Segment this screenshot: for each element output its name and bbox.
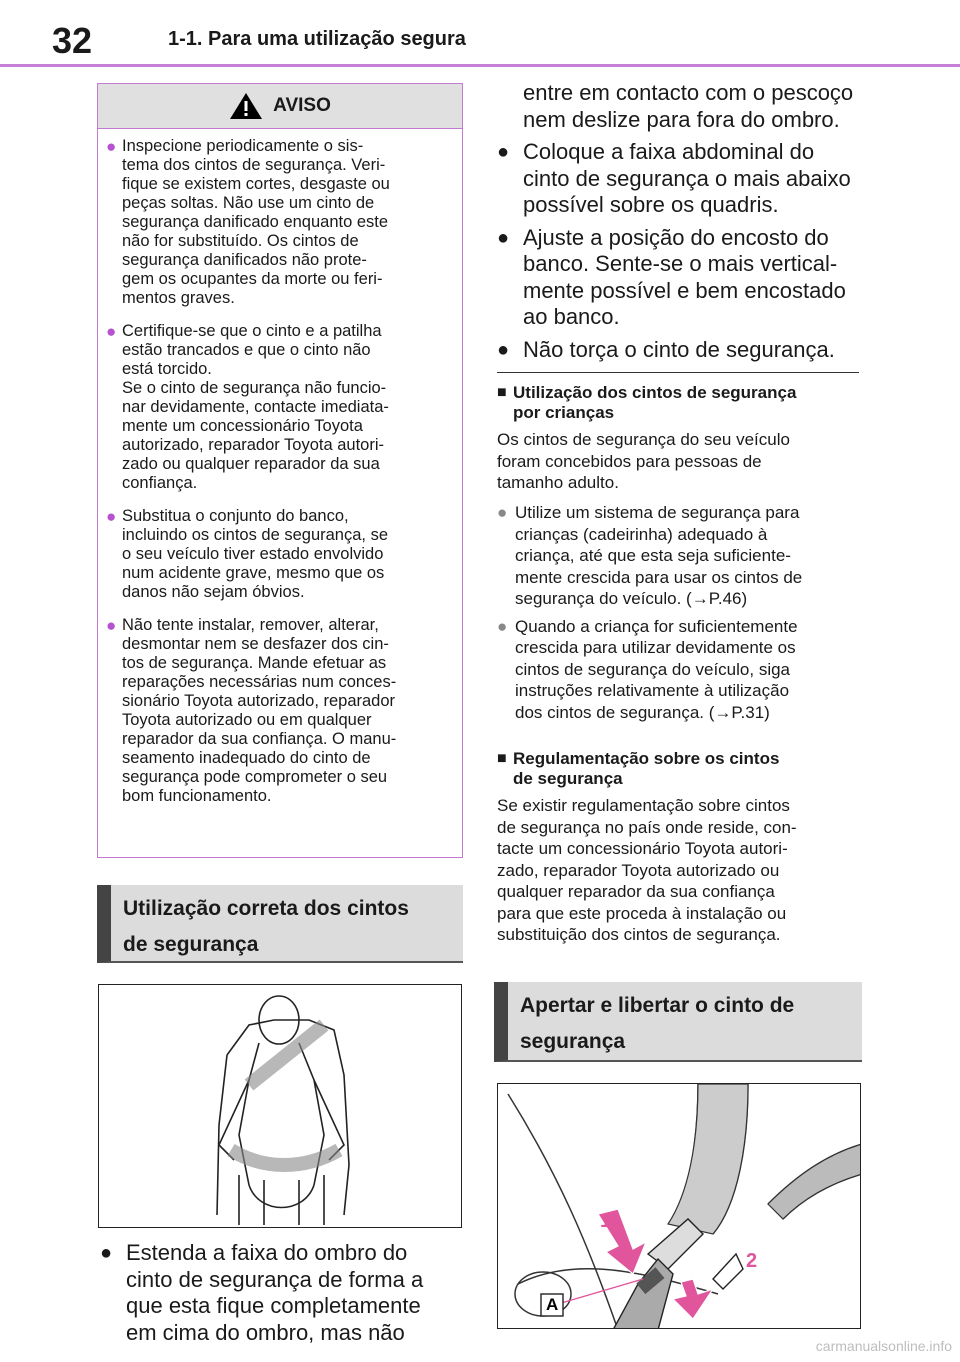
regulation-text: Se existir regulamentação sobre cintos de segurança no país onde reside, con- tacte um concessionário Toyota autori- zado, reparador Toyota autorizado ou qualquer reparador da sua confiança para que este proceda à instalação ou substituição dos cintos de segurança.: [497, 796, 797, 944]
callout-label-1: 1: [600, 1210, 612, 1232]
heading-correct-use-text: Utilização correta dos cintos de segurança: [123, 897, 409, 956]
list-item: ● Utilize um sistema de segurança para crianças (cadeirinha) adequado à criança, até que esta seja suficiente- mente crescida para usar os cintos de segurança do veículo. (→P.46): [497, 503, 803, 608]
bullet-dot-icon: ●: [106, 507, 117, 526]
bullet-dot-icon: ●: [497, 503, 508, 522]
children-intro: Os cintos de segurança do seu veículo foram concebidos para pessoas de tamanho adulto.: [497, 430, 790, 492]
callout-label-2: 2: [746, 1250, 758, 1272]
list-item-continued: [497, 80, 867, 133]
bullet-dot-icon: ●: [497, 141, 510, 163]
bullet-dot-icon: ●: [497, 338, 510, 361]
buckle-illustration: [497, 1083, 861, 1329]
list-item: ● Quando a criança for suficientemente crescida para utilizar devidamente os cintos de segurança do veículo, siga instruções relativamente à utilização dos cintos de segurança. (→P.31): [497, 616, 798, 722]
page-number: 32: [52, 20, 93, 61]
list-item: [100, 1240, 460, 1346]
warning-title: AVISO: [273, 95, 331, 116]
warning-text: Não tente instalar, remover, alterar, desmontar nem se desfazer dos cin- tos de segurança. Mande efetuar as reparações necessárias num conces- sionário Toyota autorizado, reparador Toyota autorizado ou em qualquer reparador da sua confiança. O manu- seamento inadequado do cinto de segurança pode comprometer o seu bom funcionamento.: [122, 616, 397, 805]
warning-text: Substitua o conjunto do banco, incluindo os cintos de segurança, se o seu veículo tiver estado envolvido num acidente grave, mesmo que os danos não sejam óbvios.: [122, 507, 388, 601]
bullet-dot-icon: ●: [497, 616, 508, 636]
warning-box: [97, 83, 463, 858]
bullet-dot-icon: ●: [106, 616, 117, 635]
warning-text: Inspecione periodicamente o sis- tema dos cintos de segurança. Veri- fique se existem cortes, desgaste ou peças soltas. Não use um cinto de segurança danificado enquanto este não for substituído. Os cintos de segurança danificados não prote- gem os ocupantes da morte ou feri- mentos graves.: [122, 137, 390, 307]
warning-item: [106, 616, 448, 806]
bullet-text: Coloque a faixa abdominal do cinto de segurança o mais abaixo possível sobre os quadris.: [523, 139, 851, 217]
bullet-dot-icon: ●: [106, 137, 117, 156]
square-bullet-icon: ■: [497, 750, 507, 767]
bullet-dot-icon: ●: [497, 226, 510, 249]
subheading-regulation: ■ Regulamentação sobre os cintos de segurança: [497, 749, 780, 788]
warning-header: [98, 84, 462, 129]
seated-person-icon: [99, 985, 462, 1228]
bullet-text: entre em contacto com o pescoço nem deslize para fora do ombro.: [523, 80, 854, 132]
heading-fasten: [494, 982, 862, 1062]
bullet-text: Ajuste a posição do encosto do banco. Sente-se o mais vertical- mente possível e bem encostado ao banco.: [523, 224, 846, 329]
watermark: carmanualsonline.info: [815, 1338, 952, 1354]
divider: [497, 372, 859, 373]
list-item: [497, 139, 867, 219]
warning-item: [106, 322, 448, 493]
heading-fasten-text: Apertar e libertar o cinto de segurança: [520, 994, 795, 1053]
list-item: [497, 337, 867, 364]
warning-triangle-icon: [229, 91, 263, 121]
warning-item: [106, 137, 448, 308]
subheading-children: ■ Utilização dos cintos de segurança por crianças: [497, 383, 797, 422]
header-rule: [0, 64, 960, 67]
bullet-dot-icon: ●: [100, 1242, 113, 1264]
section-title: 1-1. Para uma utilização segura: [168, 28, 466, 50]
heading-correct-use: [97, 885, 463, 963]
seatbelt-person-illustration: [98, 984, 462, 1228]
bullet-text: Não torça o cinto de segurança.: [523, 336, 835, 362]
square-bullet-icon: ■: [497, 384, 507, 401]
warning-item: [106, 507, 448, 602]
warning-text: Certifique-se que o cinto e a patilha estão trancados e que o cinto não está torcido. Se o cinto de segurança não funcio- nar devidamente, contacte imediata- mente um concessionário Toyota autorizado, reparador Toyota autori- zado ou qualquer reparador da sua confiança.: [122, 322, 389, 492]
list-item: [497, 225, 867, 331]
bullet-dot-icon: ●: [106, 322, 117, 341]
buckle-icon: [498, 1084, 861, 1329]
callout-label-a: A: [546, 1295, 559, 1314]
bullet-text: Estenda a faixa do ombro do cinto de segurança de forma a que esta fique completamente em cima do ombro, mas não: [126, 1240, 424, 1345]
